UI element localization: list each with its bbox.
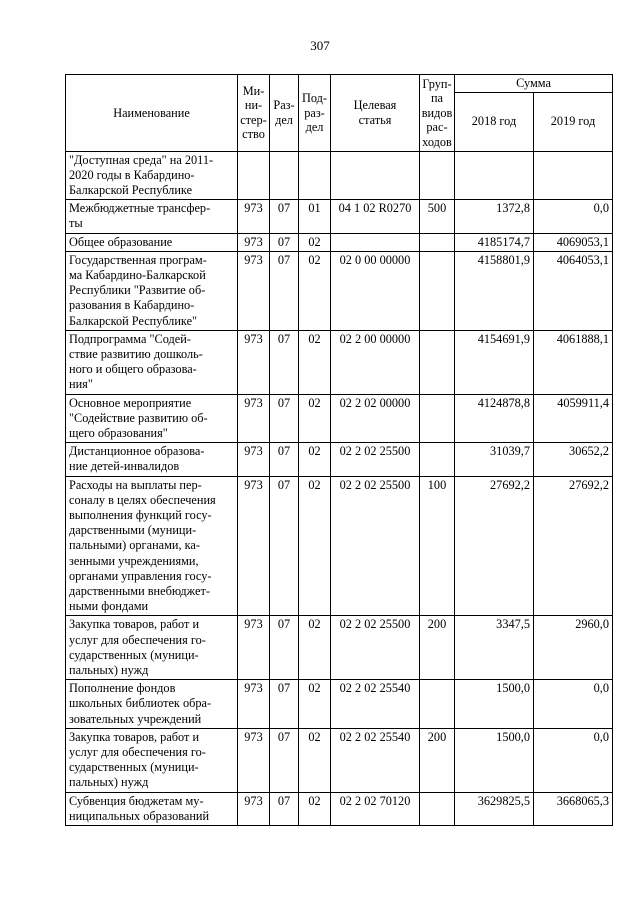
cell-sum-2019: 4069053,1 [534,233,613,251]
cell-name: Расходы на выплаты пер- соналу в целях обеспечения выполнения функций госу- дарственными (муници- пальными) органами, ка- зенными учреждениями, органами управления госу- дарственными внебюджет- ными фондами [66,476,238,616]
cell-target-article: 02 2 02 25500 [331,616,420,680]
header-year-2019: 2019 год [534,92,613,151]
header-expense-group: Груп- па видов рас- ходов [420,75,455,152]
table-row [66,151,613,200]
cell-sum-2019: 0,0 [534,728,613,792]
cell-subsection: 02 [299,616,331,680]
header-section: Раз- дел [270,75,299,152]
table-body [66,151,613,826]
cell-sum-2018: 3629825,5 [455,792,534,825]
cell-section: 07 [270,394,299,443]
cell-section [270,151,299,200]
header-name: Наименование [66,75,238,152]
cell-target-article: 02 2 02 25500 [331,443,420,476]
cell-expense-group [420,251,455,330]
header-sum: Сумма [455,75,613,93]
cell-subsection: 02 [299,394,331,443]
table-row [66,728,613,792]
cell-subsection: 02 [299,233,331,251]
cell-sum-2018: 4124878,8 [455,394,534,443]
cell-subsection: 02 [299,680,331,729]
cell-ministry: 973 [238,443,270,476]
cell-target-article: 02 2 02 70120 [331,792,420,825]
cell-sum-2019: 4061888,1 [534,330,613,394]
cell-target-article: 04 1 02 R0270 [331,200,420,233]
table-row [66,680,613,729]
cell-sum-2018: 1500,0 [455,680,534,729]
cell-expense-group [420,151,455,200]
cell-subsection: 02 [299,330,331,394]
cell-subsection: 02 [299,443,331,476]
cell-expense-group [420,330,455,394]
cell-target-article: 02 2 02 25540 [331,680,420,729]
cell-expense-group [420,233,455,251]
cell-ministry: 973 [238,476,270,616]
cell-sum-2018: 1500,0 [455,728,534,792]
table-row [66,251,613,330]
cell-expense-group: 500 [420,200,455,233]
table-row [66,233,613,251]
cell-section: 07 [270,792,299,825]
header-subsection: Под- раз- дел [299,75,331,152]
table-row [66,792,613,825]
cell-sum-2018: 4185174,7 [455,233,534,251]
cell-sum-2019: 2960,0 [534,616,613,680]
cell-name: "Доступная среда" на 2011- 2020 годы в Кабардино- Балкарской Республике [66,151,238,200]
cell-expense-group: 200 [420,616,455,680]
cell-ministry: 973 [238,792,270,825]
cell-name: Закупка товаров, работ и услуг для обеспечения го- сударственных (муници- пальных) нужд [66,616,238,680]
cell-expense-group [420,792,455,825]
cell-subsection: 02 [299,792,331,825]
cell-sum-2019: 4064053,1 [534,251,613,330]
cell-subsection [299,151,331,200]
cell-sum-2019: 4059911,4 [534,394,613,443]
cell-sum-2018: 31039,7 [455,443,534,476]
cell-sum-2018: 27692,2 [455,476,534,616]
cell-sum-2018: 1372,8 [455,200,534,233]
cell-name: Государственная програм- ма Кабардино-Балкарской Республики "Развитие об- разования в Кабардино- Балкарской Республике" [66,251,238,330]
cell-ministry: 973 [238,330,270,394]
table-row [66,330,613,394]
cell-expense-group [420,680,455,729]
cell-section: 07 [270,680,299,729]
table-row [66,394,613,443]
header-ministry: Ми- ни- стер- ство [238,75,270,152]
cell-target-article: 02 0 00 00000 [331,251,420,330]
cell-ministry [238,151,270,200]
cell-sum-2018: 4158801,9 [455,251,534,330]
header-row [66,75,613,93]
page-number: 307 [310,38,330,53]
cell-name: Общее образование [66,233,238,251]
cell-expense-group [420,394,455,443]
table-row [66,616,613,680]
cell-sum-2019: 0,0 [534,200,613,233]
cell-expense-group: 200 [420,728,455,792]
cell-name: Субвенция бюджетам му- ниципальных образований [66,792,238,825]
cell-target-article: 02 2 02 25500 [331,476,420,616]
table-row [66,476,613,616]
cell-name: Межбюджетные трансфер- ты [66,200,238,233]
cell-sum-2019: 27692,2 [534,476,613,616]
cell-subsection: 02 [299,728,331,792]
cell-target-article [331,233,420,251]
cell-name: Закупка товаров, работ и услуг для обеспечения го- сударственных (муници- пальных) нужд [66,728,238,792]
cell-section: 07 [270,251,299,330]
cell-subsection: 01 [299,200,331,233]
cell-ministry: 973 [238,233,270,251]
cell-sum-2019: 30652,2 [534,443,613,476]
cell-name: Подпрограмма "Содей- ствие развитию дошколь- ного и общего образова- ния" [66,330,238,394]
cell-target-article: 02 2 00 00000 [331,330,420,394]
cell-sum-2018: 4154691,9 [455,330,534,394]
header-year-2018: 2018 год [455,92,534,151]
cell-subsection: 02 [299,476,331,616]
cell-sum-2018: 3347,5 [455,616,534,680]
cell-section: 07 [270,443,299,476]
cell-section: 07 [270,330,299,394]
cell-ministry: 973 [238,616,270,680]
cell-section: 07 [270,616,299,680]
cell-target-article [331,151,420,200]
table-row [66,200,613,233]
cell-sum-2019: 0,0 [534,680,613,729]
cell-section: 07 [270,476,299,616]
header-target-article: Целевая статья [331,75,420,152]
cell-expense-group: 100 [420,476,455,616]
cell-ministry: 973 [238,680,270,729]
cell-name: Пополнение фондов школьных библиотек обра- зовательных учреждений [66,680,238,729]
cell-ministry: 973 [238,394,270,443]
cell-section: 07 [270,233,299,251]
cell-section: 07 [270,728,299,792]
cell-name: Дистанционное образова- ние детей-инвалидов [66,443,238,476]
table-row [66,443,613,476]
cell-sum-2018 [455,151,534,200]
cell-name: Основное мероприятие "Содействие развитию об- щего образования" [66,394,238,443]
cell-section: 07 [270,200,299,233]
budget-table [65,74,613,826]
cell-target-article: 02 2 02 25540 [331,728,420,792]
cell-expense-group [420,443,455,476]
cell-sum-2019 [534,151,613,200]
cell-sum-2019: 3668065,3 [534,792,613,825]
cell-subsection: 02 [299,251,331,330]
cell-ministry: 973 [238,251,270,330]
cell-target-article: 02 2 02 00000 [331,394,420,443]
cell-ministry: 973 [238,200,270,233]
cell-ministry: 973 [238,728,270,792]
